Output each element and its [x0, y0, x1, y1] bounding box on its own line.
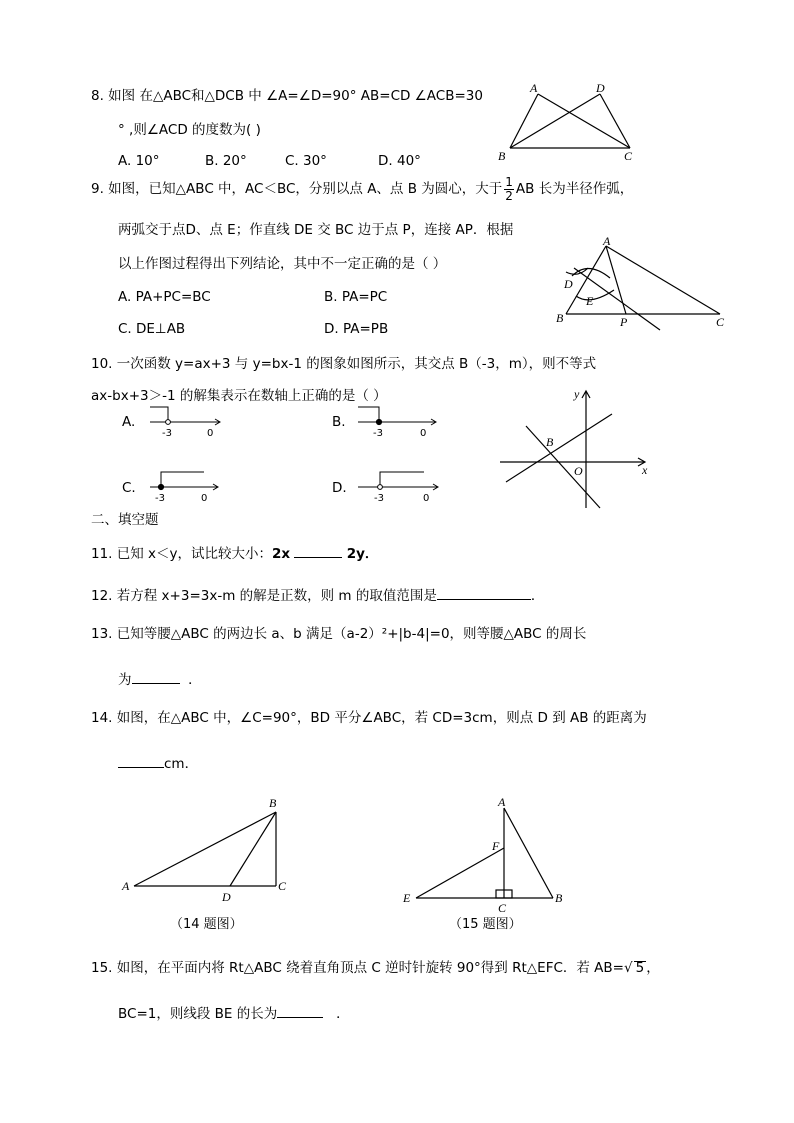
- q9-line2: 两弧交于点D、点 E；作直线 DE 交 BC 边于点 P，连接 AP．根据: [118, 222, 514, 238]
- q15-label-a: A: [498, 795, 506, 809]
- q15-caption: （15 题图）: [449, 917, 522, 932]
- q9-line1-post: AB 长为半径作弧，: [515, 181, 634, 198]
- q9-frac-den: 2: [505, 188, 513, 203]
- q10-option-a-numberline: [144, 400, 226, 440]
- q10-option-c-numberline: [144, 464, 226, 504]
- q15-label-e: E: [403, 891, 411, 905]
- q10-d-tick-0: 0: [423, 493, 430, 504]
- q12-post: ．: [530, 588, 545, 604]
- q10-b-tick-0: 0: [420, 428, 427, 439]
- q10-option-d-label: D.: [332, 480, 347, 496]
- q14-label-c: C: [278, 879, 287, 893]
- q8-label-b: B: [498, 149, 506, 163]
- q10-function-graph: [496, 384, 656, 514]
- q15-line2-post: ．: [336, 1006, 350, 1022]
- q10-option-d-numberline: [352, 464, 444, 504]
- q15-line2-pre: BC=1，则线段 BE 的长为: [118, 1006, 278, 1022]
- q8-label-c: C: [624, 149, 633, 163]
- q9-frac-num: 1: [505, 175, 513, 189]
- q10-graph-label-y: y: [574, 387, 580, 401]
- q9-label-d: D: [564, 277, 573, 291]
- q14-figure: [118, 792, 298, 902]
- q10-option-b-label: B.: [332, 414, 346, 430]
- q10-c-tick-0: 0: [201, 493, 208, 504]
- q8-line1: 8. 如图 在△ABC和△DCB 中 ∠A=∠D=90° AB=CD ∠ACB=30: [91, 88, 483, 104]
- q9-label-e: E: [586, 294, 594, 308]
- q8-option-a: A. 10°: [118, 153, 160, 169]
- q15-line2: [118, 1004, 350, 1022]
- q13-line2: [118, 670, 202, 688]
- q10-a-tick-neg3: -3: [162, 428, 172, 439]
- q12-line: [91, 586, 544, 604]
- q9-option-c: C. DE⊥AB: [118, 321, 186, 337]
- q9-option-b: B. PA=PC: [324, 289, 388, 305]
- q9-line1: [91, 176, 633, 202]
- q15-line1-post: ，: [646, 960, 660, 976]
- q15-sqrt-sign: √: [623, 960, 633, 976]
- q10-graph-label-o: O: [574, 464, 583, 478]
- q15-label-b: B: [555, 891, 563, 905]
- q15-answer-blank[interactable]: [277, 1004, 323, 1018]
- q14-label-a: A: [122, 879, 130, 893]
- q12-answer-blank[interactable]: [437, 586, 531, 600]
- q13-line2-post: ．: [188, 672, 202, 688]
- q11-left: 2x: [272, 546, 291, 562]
- q15-label-f: F: [492, 839, 500, 853]
- q9-fraction: [504, 176, 514, 202]
- q15-label-c: C: [498, 901, 507, 915]
- q11-line: [91, 544, 378, 562]
- q14-caption: （14 题图）: [170, 917, 243, 932]
- q15-line1-pre: 15. 如图，在平面内将 Rt△ABC 绕着直角顶点 C 逆时针旋转 90°得到 Rt△EFC．若 AB=: [91, 960, 624, 976]
- q14-label-d: D: [222, 890, 231, 902]
- q15-figure: [398, 792, 578, 916]
- q11-answer-blank[interactable]: [294, 544, 342, 558]
- q8-line2: ° ,则∠ACD 的度数为( ): [118, 122, 261, 138]
- q11-pre: 11. 已知 x＜y，试比较大小：: [91, 546, 273, 562]
- q8-label-d: D: [596, 81, 605, 95]
- q14-line1: 14. 如图，在△ABC 中，∠C=90°，BD 平分∠ABC，若 CD=3cm，则点 D 到 AB 的距离为: [91, 710, 647, 726]
- q8-option-d: D. 40°: [378, 153, 421, 169]
- q10-b-tick-neg3: -3: [373, 428, 383, 439]
- q8-label-a: A: [530, 81, 538, 95]
- q10-a-tick-0: 0: [207, 428, 214, 439]
- q10-c-tick-neg3: -3: [155, 493, 165, 504]
- q9-figure: [548, 236, 738, 332]
- q10-line1: 10. 一次函数 y=ax+3 与 y=bx-1 的图象如图所示，其交点 B（-3，m），则不等式: [91, 356, 597, 372]
- q9-line3: 以上作图过程得出下列结论，其中不一定正确的是（ ）: [118, 256, 447, 272]
- q14-answer-blank[interactable]: [118, 754, 164, 768]
- q10-graph-label-x: x: [642, 463, 648, 477]
- q13-line1: 13. 已知等腰△ABC 的两边长 a、b 满足（a-2）²+|b-4|=0，则等腰△ABC 的周长: [91, 626, 587, 642]
- q9-label-a: A: [603, 236, 611, 248]
- q15-sqrt-value: 5: [635, 960, 645, 976]
- q10-graph-label-b: B: [546, 435, 554, 449]
- q9-line1-pre: 9. 如图，已知△ABC 中，AC＜BC，分别以点 A、点 B 为圆心，大于: [91, 181, 503, 198]
- q9-option-a: A. PA+PC=BC: [118, 289, 211, 305]
- q9-label-c: C: [716, 315, 725, 329]
- q12-pre: 12. 若方程 x+3=3x-m 的解是正数，则 m 的取值范围是: [91, 588, 437, 604]
- q9-label-b: B: [556, 311, 564, 325]
- q13-answer-blank[interactable]: [132, 670, 180, 684]
- q10-option-a-label: A.: [122, 414, 136, 430]
- q11-right: 2y．: [346, 546, 379, 562]
- q10-line2: ax-bx+3＞-1 的解集表示在数轴上正确的是（ ）: [91, 388, 387, 404]
- q8-figure: [494, 78, 644, 166]
- q13-line2-pre: 为: [118, 672, 132, 688]
- q9-option-d: D. PA=PB: [324, 321, 389, 337]
- q10-d-tick-neg3: -3: [374, 493, 384, 504]
- q10-option-c-label: C.: [122, 480, 136, 496]
- q8-option-c: C. 30°: [285, 153, 327, 169]
- q8-option-b: B. 20°: [205, 153, 247, 169]
- q15-line1: [91, 961, 660, 976]
- q14-label-b: B: [269, 796, 277, 810]
- q14-line2: [118, 754, 198, 772]
- q14-line2-post: cm．: [164, 756, 199, 772]
- q9-label-p: P: [620, 315, 628, 329]
- section-fill-in-title: 二、填空题: [91, 512, 159, 528]
- q10-option-b-numberline: [352, 400, 442, 440]
